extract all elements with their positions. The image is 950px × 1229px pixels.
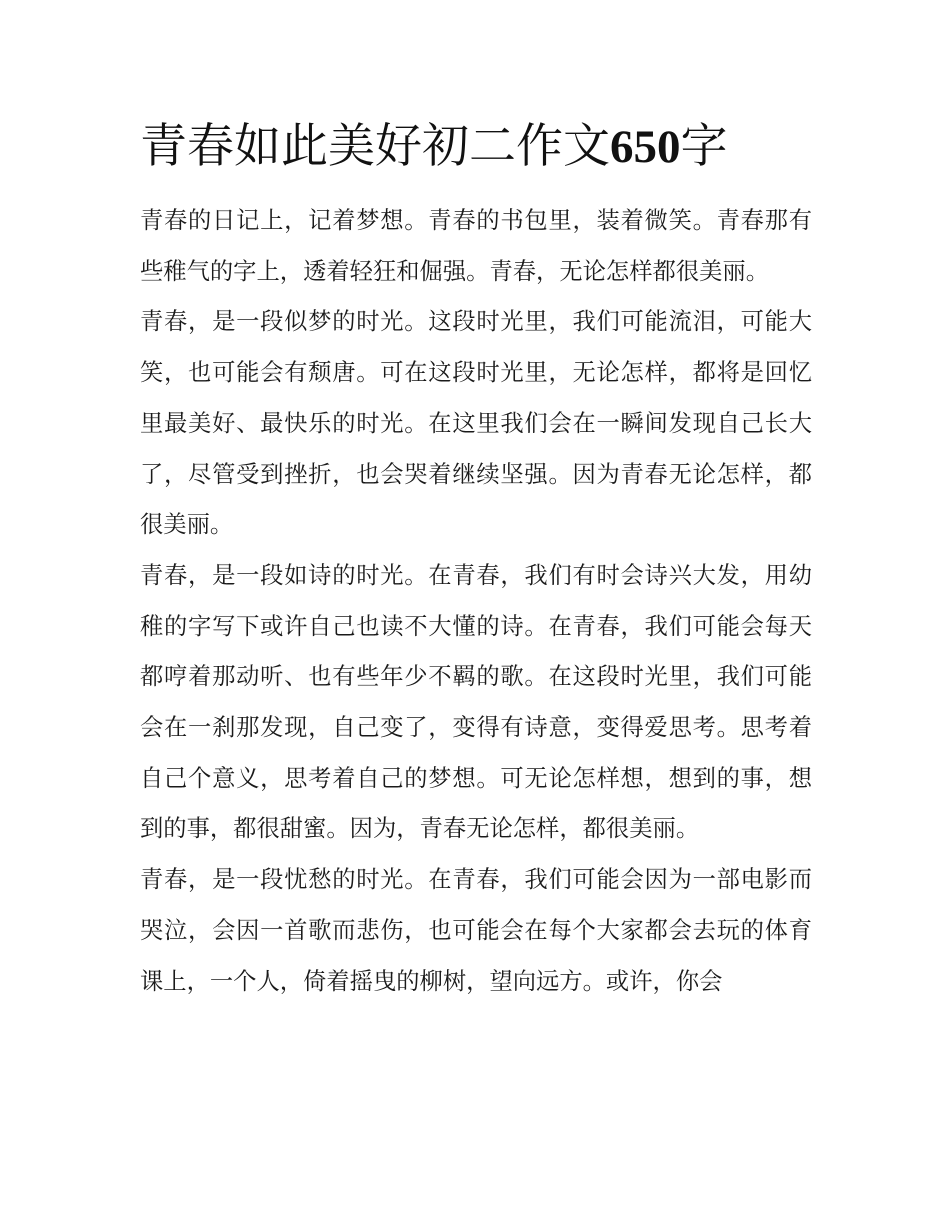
paragraph-2: 青春，是一段似梦的时光。这段时光里，我们可能流泪，可能大笑，也可能会有颓唐。可在这段时光里，无论怎样，都将是回忆里最美好、最快乐的时光。在这里我们会在一瞬间发现自己长大了，尽管受到挫折，也会哭着继续坚强。因为青春无论怎样，都很美丽。 — [140, 308, 812, 539]
paragraph-3: 青春，是一段如诗的时光。在青春，我们有时会诗兴大发，用幼稚的字写下或许自己也读不大懂的诗。在青春，我们可能会每天都哼着那动听、也有些年少不羁的歌。在这段时光里，我们可能会在一刹那发现，自己变了，变得有诗意，变得爱思考。思考着自己个意义，思考着自己的梦想。可无论怎样想，想到的事，想到的事，都很甜蜜。因为，青春无论怎样，都很美丽。 — [140, 561, 812, 843]
article-body — [140, 196, 812, 1007]
page-title — [140, 116, 840, 178]
title-text: 青春如此美好初二作文 — [140, 119, 610, 174]
title-suffix: 字 — [680, 119, 728, 174]
paragraph-1: 青春的日记上，记着梦想。青春的书包里，装着微笑。青春那有些稚气的字上，透着轻狂和倔强。青春，无论怎样都很美丽。 — [140, 207, 812, 285]
paragraph-4: 青春，是一段忧愁的时光。在青春，我们可能会因为一部电影而哭泣，会因一首歌而悲伤，也可能会在每个大家都会去玩的体育课上，一个人，倚着摇曳的柳树，望向远方。或许，你会 — [140, 866, 812, 995]
title-number: 650 — [610, 121, 681, 173]
